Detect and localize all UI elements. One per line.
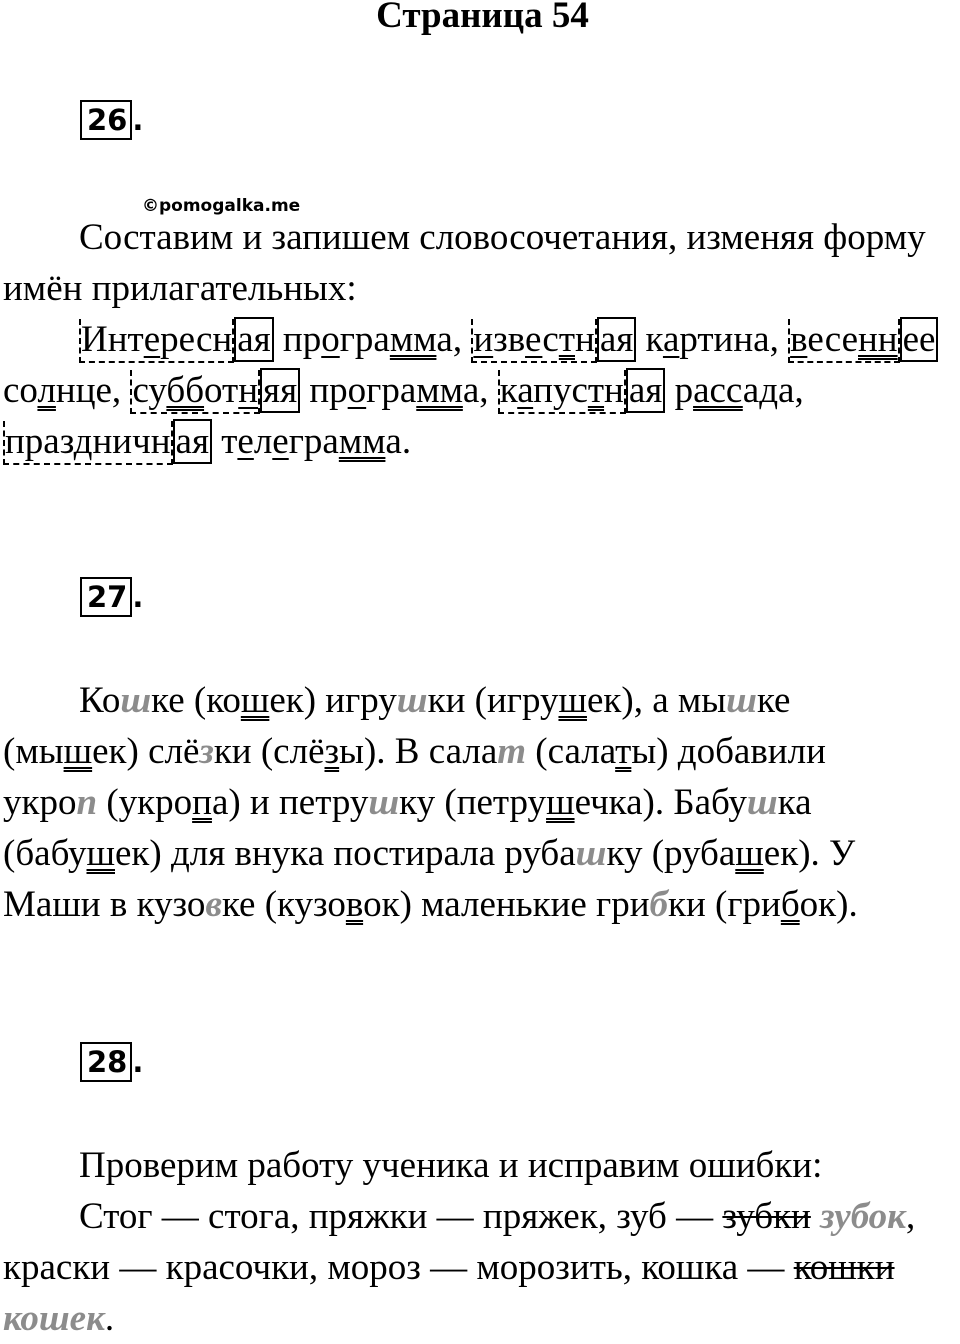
answer-line: праздничн ая телеграмма.: [3, 416, 960, 467]
watermark: ©pomogalka.me: [142, 196, 301, 216]
task-number-box: 28: [80, 1042, 132, 1082]
task-number-box: 26: [80, 100, 132, 140]
task-28-intro: [3, 1140, 960, 1191]
task-26-intro: [3, 212, 960, 314]
answer-line: (мышек) слёзки (слёзы). В салат (салаты) добавили: [3, 731, 826, 772]
answer-line: кошек.: [3, 1298, 115, 1339]
task-number-28: 28 .: [80, 1042, 143, 1082]
answer-line: Кошке (кошек) игрушки (игрушек), а мышке: [79, 680, 791, 721]
crossed-word: зубки: [722, 1196, 811, 1237]
answer-line: краски — красочки, мороз — морозить, кошка — кошки: [3, 1247, 895, 1288]
answer-line: Маши в кузовке (кузовок) маленькие грибки (грибок).: [3, 884, 858, 925]
task-27-answer: [3, 675, 960, 930]
answer-line: солнце, субботн яя программа, капустн ая рассада,: [3, 365, 960, 416]
text-line: Составим и запишем словосочетания, изменяя форму: [79, 217, 926, 258]
corrected-word: кошек: [3, 1298, 105, 1339]
answer-line: Стог — стога, пряжки — пряжек, зуб — зубки зубок,: [79, 1196, 916, 1237]
answer-line: Интересн ая программа, известн ая картина, весенн ее: [3, 314, 960, 365]
crossed-word: кошки: [793, 1247, 895, 1288]
answer-line: укроп (укропа) и петрушку (петрушечка). Бабушка: [3, 782, 812, 823]
page-title: Страница 54: [376, 0, 589, 36]
task-26-answer: [3, 314, 960, 467]
text-line: имён прилагательных:: [3, 268, 357, 309]
corrected-word: зубок: [820, 1196, 906, 1237]
task-number-27: 27 .: [80, 577, 143, 617]
task-28-answer: [3, 1191, 960, 1344]
text-line: Проверим работу ученика и исправим ошибки:: [79, 1145, 823, 1186]
answer-line: (бабушек) для внука постирала рубашку (рубашек). У: [3, 833, 856, 874]
task-number-26: 26 .: [80, 100, 143, 140]
task-number-box: 27: [80, 577, 132, 617]
